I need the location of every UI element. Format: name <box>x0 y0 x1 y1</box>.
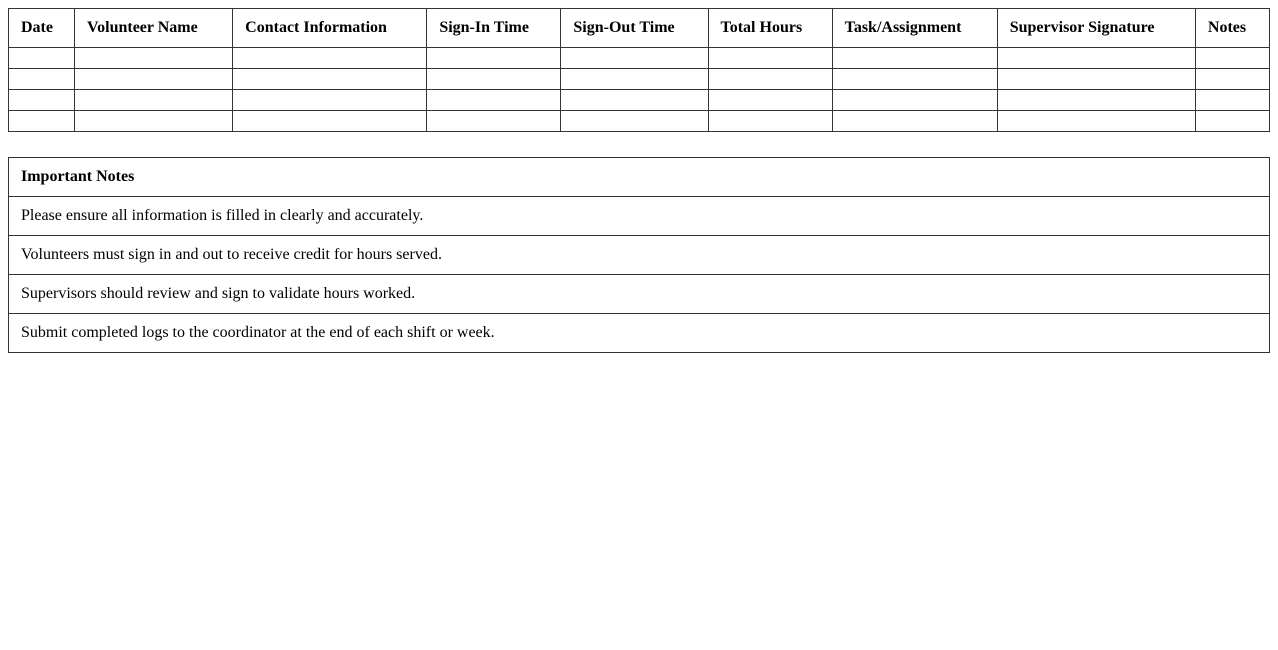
table-cell[interactable] <box>75 48 233 69</box>
column-header-date: Date <box>9 9 75 48</box>
table-cell[interactable] <box>9 48 75 69</box>
table-cell[interactable] <box>561 69 708 90</box>
table-cell[interactable] <box>997 69 1195 90</box>
table-cell[interactable] <box>233 90 427 111</box>
column-header-total-hours: Total Hours <box>708 9 832 48</box>
column-header-sign-in-time: Sign-In Time <box>427 9 561 48</box>
note-text: Submit completed logs to the coordinator at the end of each shift or week. <box>9 314 1270 353</box>
header-row <box>9 9 1270 48</box>
table-cell[interactable] <box>1195 48 1269 69</box>
list-item <box>9 314 1270 353</box>
table-cell[interactable] <box>708 69 832 90</box>
volunteer-log-table <box>8 8 1270 132</box>
table-row <box>9 69 1270 90</box>
table-cell[interactable] <box>997 90 1195 111</box>
table-cell[interactable] <box>233 69 427 90</box>
table-cell[interactable] <box>75 69 233 90</box>
table-cell[interactable] <box>427 90 561 111</box>
list-item <box>9 197 1270 236</box>
table-cell[interactable] <box>1195 90 1269 111</box>
list-item <box>9 236 1270 275</box>
table-row <box>9 90 1270 111</box>
column-header-notes: Notes <box>1195 9 1269 48</box>
table-cell[interactable] <box>233 111 427 132</box>
column-header-sign-out-time: Sign-Out Time <box>561 9 708 48</box>
column-header-volunteer-name: Volunteer Name <box>75 9 233 48</box>
table-cell[interactable] <box>75 111 233 132</box>
table-cell[interactable] <box>9 90 75 111</box>
column-header-contact-information: Contact Information <box>233 9 427 48</box>
table-cell[interactable] <box>561 48 708 69</box>
table-cell[interactable] <box>1195 111 1269 132</box>
table-cell[interactable] <box>233 48 427 69</box>
table-cell[interactable] <box>832 48 997 69</box>
table-row <box>9 48 1270 69</box>
table-cell[interactable] <box>1195 69 1269 90</box>
table-cell[interactable] <box>75 90 233 111</box>
table-cell[interactable] <box>832 90 997 111</box>
column-header-supervisor-signature: Supervisor Signature <box>997 9 1195 48</box>
note-text: Please ensure all information is filled in clearly and accurately. <box>9 197 1270 236</box>
note-text: Supervisors should review and sign to validate hours worked. <box>9 275 1270 314</box>
table-cell[interactable] <box>708 48 832 69</box>
column-header-task-assignment: Task/Assignment <box>832 9 997 48</box>
table-cell[interactable] <box>708 111 832 132</box>
table-cell[interactable] <box>708 90 832 111</box>
note-text: Volunteers must sign in and out to receive credit for hours served. <box>9 236 1270 275</box>
notes-header-row <box>9 158 1270 197</box>
table-cell[interactable] <box>997 111 1195 132</box>
table-cell[interactable] <box>997 48 1195 69</box>
table-cell[interactable] <box>427 69 561 90</box>
notes-heading: Important Notes <box>9 158 1270 197</box>
important-notes-table <box>8 157 1270 353</box>
table-cell[interactable] <box>832 111 997 132</box>
table-cell[interactable] <box>9 69 75 90</box>
table-row <box>9 111 1270 132</box>
table-cell[interactable] <box>427 111 561 132</box>
list-item <box>9 275 1270 314</box>
table-cell[interactable] <box>9 111 75 132</box>
table-cell[interactable] <box>561 111 708 132</box>
table-cell[interactable] <box>561 90 708 111</box>
table-cell[interactable] <box>427 48 561 69</box>
table-cell[interactable] <box>832 69 997 90</box>
